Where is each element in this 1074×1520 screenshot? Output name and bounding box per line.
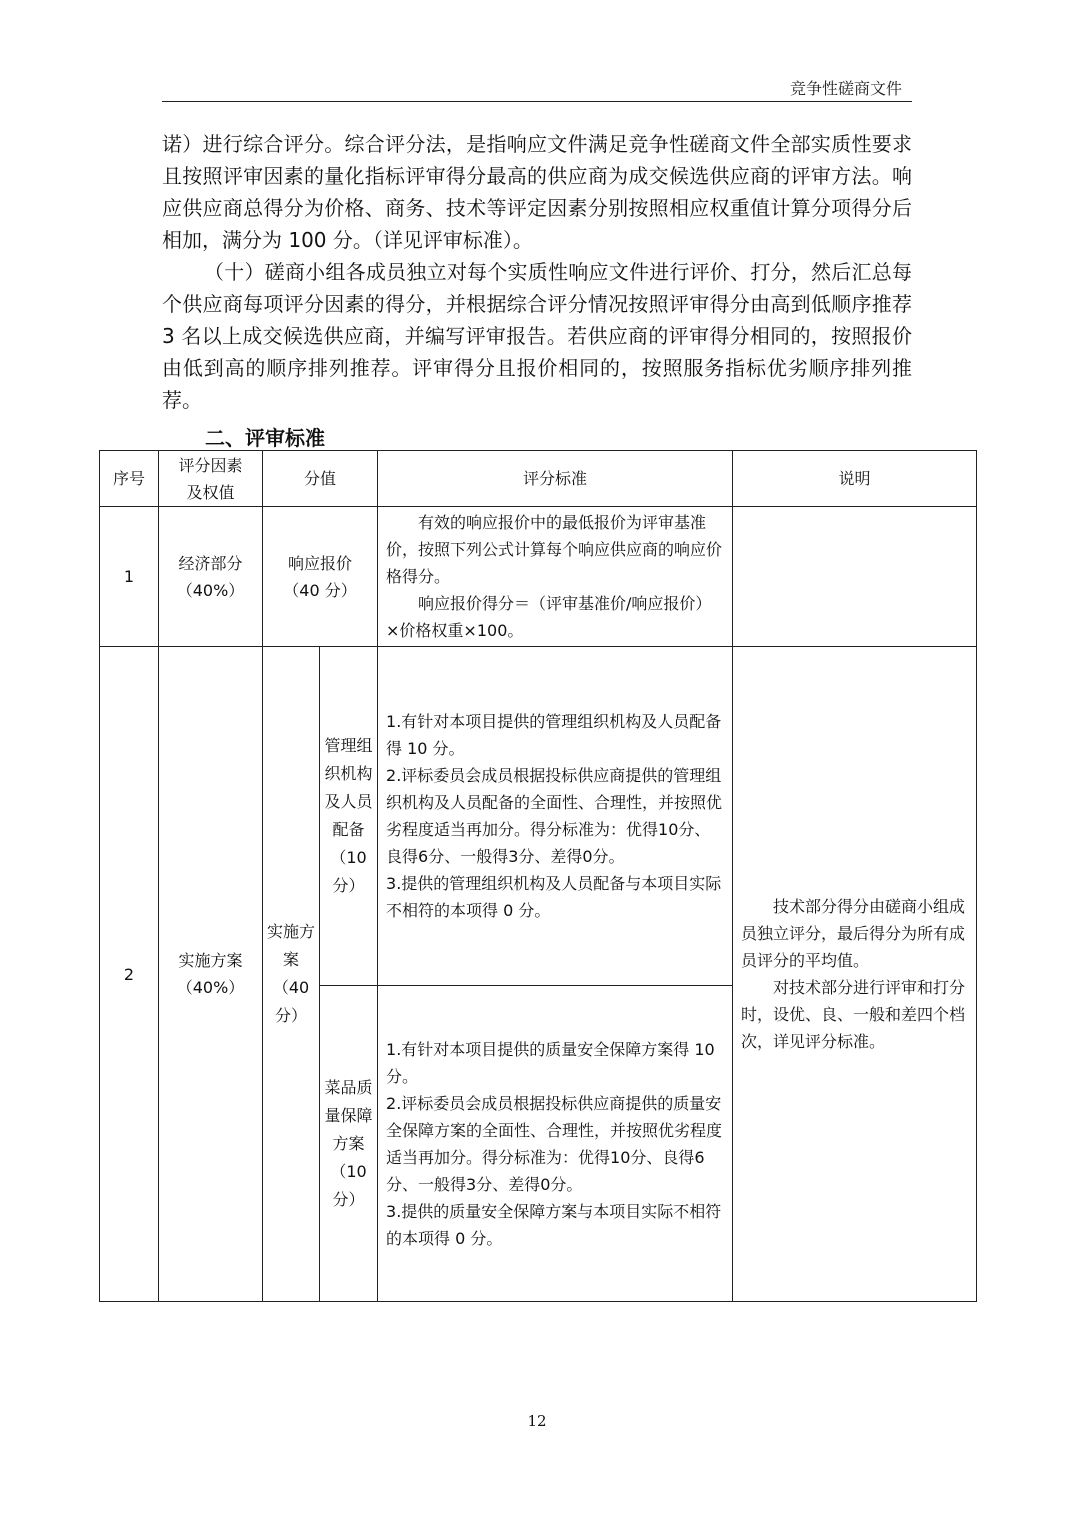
header-title: 竞争性磋商文件	[789, 79, 902, 98]
row2-score-line2: （40 分）	[272, 978, 310, 1025]
row2-no: 2	[100, 647, 159, 1302]
table-row	[100, 647, 977, 986]
row1-factor-line1: 经济部分	[178, 553, 243, 573]
row2-sub1-item3: 3.提供的管理组织机构及人员配备与本项目实际不相符的本项得 0 分。	[386, 874, 722, 920]
row1-score	[263, 507, 378, 647]
row1-standard-line2: 响应报价得分＝（评审基准价/响应报价）×价格权重×100。	[386, 594, 712, 640]
row2-sub1-name: 管理组织机构及人员配备（10 分）	[320, 647, 378, 986]
row2-sub1-item1: 1.有针对本项目提供的管理组织机构及人员配备得 10 分。	[386, 712, 722, 758]
table-row	[100, 507, 977, 647]
header-score: 分值	[263, 451, 378, 507]
row1-standard	[378, 507, 733, 647]
paragraph-2: （十）磋商小组各成员独立对每个实质性响应文件进行评价、打分，然后汇总每个供应商每项评分因素的得分，并根据综合评分情况按照评审得分由高到低顺序推荐 3 名以上成交候选供应商，并编写评审报告。若供应商的评审得分相同的，按照报价由低到高的顺序排列推荐。评审得分且报价相同的，按照服务指标优劣顺序排列推荐。	[162, 260, 912, 412]
row2-sub2-item3: 3.提供的质量安全保障方案与本项目实际不相符的本项得 0 分。	[386, 1201, 722, 1248]
row2-note-line2: 对技术部分进行评审和打分时，设优、良、一般和差四个档次，详见评分标准。	[741, 978, 966, 1051]
header-factor	[159, 451, 263, 507]
row2-sub2-item2: 2.评标委员会成员根据投标供应商提供的质量安全保障方案的全面性、合理性，并按照优劣程度适当再加分。得分标准为：优得10分、良得6分、一般得3分、差得0分。	[386, 1093, 723, 1194]
section-heading: 二、评审标准	[205, 426, 325, 450]
row2-sub2-item1: 1.有针对本项目提供的质量安全保障方案得 10 分。	[386, 1039, 715, 1086]
row1-note	[733, 507, 977, 647]
row2-score	[263, 647, 320, 1302]
row2-factor-line1: 实施方案	[178, 951, 243, 970]
row2-factor-line2: （40%）	[176, 978, 245, 997]
row2-note-line1: 技术部分得分由磋商小组成员独立评分，最后得分为所有成员评分的平均值。	[741, 897, 966, 970]
page-number: 12	[527, 1412, 547, 1430]
row1-score-line2: （40 分）	[283, 580, 357, 600]
row1-no: 1	[100, 507, 159, 647]
row2-note	[733, 647, 977, 1302]
header-no: 序号	[100, 451, 159, 507]
paragraph-1: 诺）进行综合评分。综合评分法，是指响应文件满足竞争性磋商文件全部实质性要求且按照评审因素的量化指标评审得分最高的供应商为成交候选供应商的评审方法。响应供应商总得分为价格、商务、技术等评定因素分别按照相应权重值计算分项得分后相加，满分为 100 分。（详见评审标准）。	[162, 132, 912, 252]
row2-sub2-name: 菜品质量保障方案（10 分）	[320, 986, 378, 1302]
header-factor-line2: 及权值	[186, 482, 235, 502]
row2-score-line1: 实施方案	[267, 922, 316, 969]
row1-factor-line2: （40%）	[176, 580, 245, 600]
scoring-table	[99, 450, 977, 1302]
header-factor-line1: 评分因素	[178, 455, 243, 475]
row2-sub2-standard	[378, 986, 733, 1302]
table-header-row	[100, 451, 977, 507]
row2-factor	[159, 647, 263, 1302]
row1-factor	[159, 507, 263, 647]
header-standard: 评分标准	[378, 451, 733, 507]
header-rule	[162, 101, 912, 102]
header-note: 说明	[733, 451, 977, 507]
row1-standard-line1: 有效的响应报价中的最低报价为评审基准价，按照下列公式计算每个响应供应商的响应价格得分。	[386, 513, 723, 586]
row1-score-line1: 响应报价	[288, 553, 353, 573]
row2-sub1-standard	[378, 647, 733, 986]
row2-sub1-item2: 2.评标委员会成员根据投标供应商提供的管理组织机构及人员配备的全面性、合理性，并按照优劣程度适当再加分。得分标准为：优得10分、良得6分、一般得3分、差得0分。	[386, 766, 723, 866]
